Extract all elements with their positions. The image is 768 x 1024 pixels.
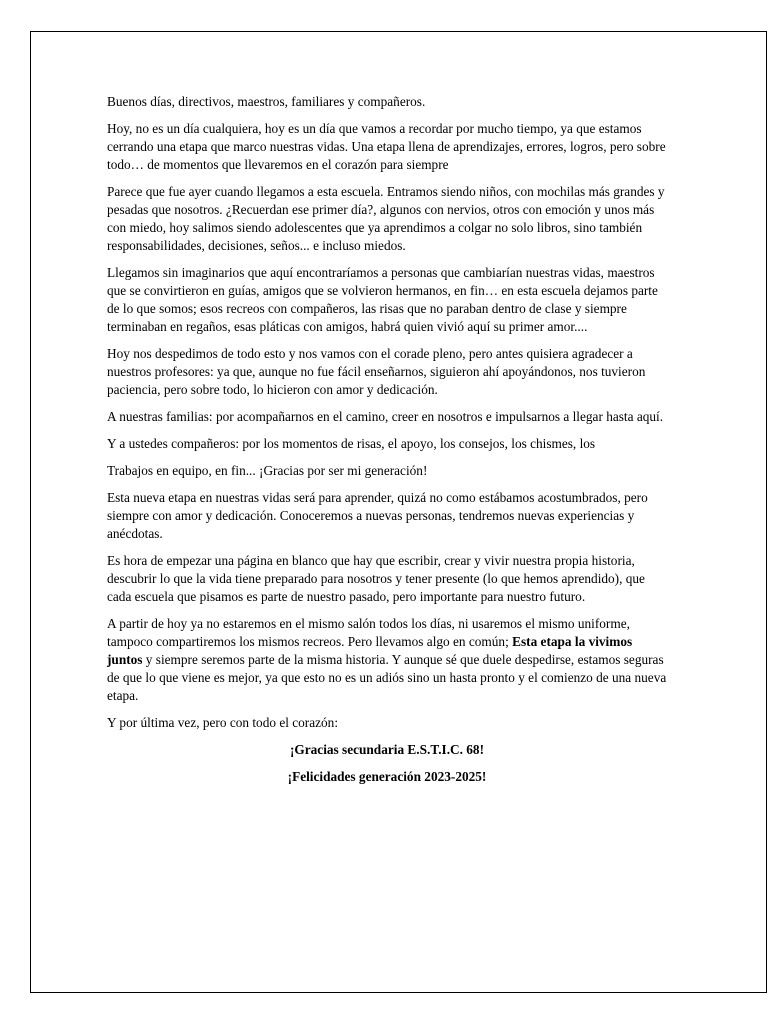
closing-thanks: ¡Gracias secundaria E.S.T.I.C. 68! xyxy=(289,742,485,757)
greeting-paragraph: Buenos días, directivos, maestros, familiares y compañeros. xyxy=(107,94,426,109)
paragraph-4: Hoy nos despedimos de todo esto y nos vamos con el corade pleno, pero antes quisiera agradecer a nuestros profesores: ya que, aunque no fue fácil enseñarnos, siguieron ahí apoyándonos, nos tuvieron paciencia, pero sobre todo, lo hicieron con amor y dedicación. xyxy=(107,346,646,397)
paragraph-6: Y a ustedes compañeros: por los momentos de risas, el apoyo, los consejos, los chismes, los xyxy=(107,436,596,451)
paragraph-7: Trabajos en equipo, en fin... ¡Gracias por ser mi generación! xyxy=(107,463,428,478)
paragraph-9: Es hora de empezar una página en blanco que hay que escribir, crear y vivir nuestra propia historia, descubrir lo que la vida tiene preparado para nosotros y tener presente (lo que hemos aprendido), que cada escuela que pisamos es parte de nuestro pasado, pero importante para nuestro futuro. xyxy=(107,553,645,604)
closing-congratulations: ¡Felicidades generación 2023-2025! xyxy=(287,769,487,784)
paragraph-5: A nuestras familias: por acompañarnos en el camino, creer en nosotros e impulsarnos a llegar hasta aquí. xyxy=(107,409,664,424)
document-body xyxy=(107,93,667,795)
paragraph-11: Y por última vez, pero con todo el corazón: xyxy=(107,715,339,730)
paragraph-8: Esta nueva etapa en nuestras vidas será para aprender, quizá no como estábamos acostumbrados, pero siempre con amor y dedicación. Conoceremos a nuevas personas, tendremos nuevas experiencias y anécdotas. xyxy=(107,490,648,541)
paragraph-10 xyxy=(107,615,667,705)
document-page xyxy=(30,31,767,993)
paragraph-10-end: y siempre seremos parte de la misma historia. Y aunque sé que duele despedirse, estamos seguras de que lo que viene es mejor, ya que esto no es un adiós sino un hasta pronto y el comienzo de una nueva etapa. xyxy=(107,652,667,703)
paragraph-1: Hoy, no es un día cualquiera, hoy es un día que vamos a recordar por mucho tiempo, ya que estamos cerrando una etapa que marco nuestras vidas. Una etapa llena de aprendizajes, errores, logros, pero sobre todo… de momentos que llevaremos en el corazón para siempre xyxy=(107,121,666,172)
paragraph-2: Parece que fue ayer cuando llegamos a esta escuela. Entramos siendo niños, con mochilas más grandes y pesadas que nosotros. ¿Recuerdan ese primer día?, algunos con nervios, otros con emoción y unos más con miedo, hoy salimos siendo adolescentes que ya aprendimos a colgar no solo libros, sino también responsabilidades, decisiones, seños... e incluso miedos. xyxy=(107,184,665,253)
paragraph-10-bold: Esta etapa la vivimos juntos xyxy=(107,634,633,667)
paragraph-3: Llegamos sin imaginarios que aquí encontraríamos a personas que cambiarían nuestras vidas, maestros que se convirtieron en guías, amigos que se volvieron hermanos, en fin… en esta escuela dejamos parte de lo que somos; esos recreos con compañeros, las risas que no paraban dentro de clase y siempre terminaban en regaños, esas pláticas con amigos, habrá quien vivió aquí su primer amor.... xyxy=(107,265,658,334)
paragraph-10-start: A partir de hoy ya no estaremos en el mismo salón todos los días, ni usaremos el mismo uniforme, tampoco compartiremos los mismos recreos. Pero llevamos algo en común; xyxy=(107,616,630,649)
